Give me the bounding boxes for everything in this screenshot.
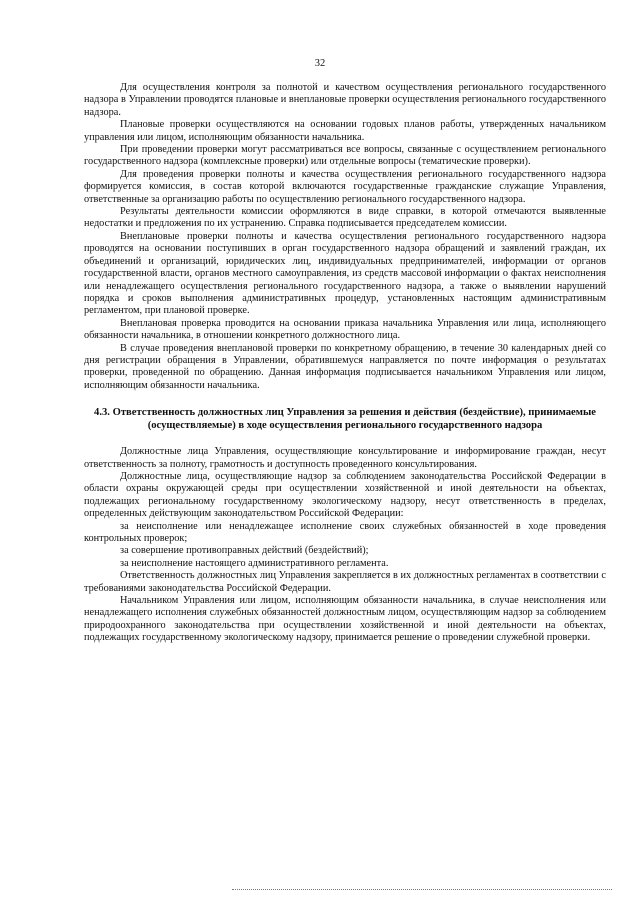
paragraph: При проведении проверки могут рассматриваться все вопросы, связанные с осуществлением регионального государственного надзора (комплексные проверки) или отдельные вопросы (тематические проверки). [84,144,606,168]
page-number: 32 [314,58,326,69]
document-body [84,82,606,645]
paragraph: Должностные лица Управления, осуществляющие консультирование и информирование граждан, несут ответственность за полноту, грамотность и доступность проведенного консультирования. [84,446,606,470]
paragraph: Должностные лица, осуществляющие надзор за соблюдением законодательства Российской Федерации в области охраны окружающей среды при осуществлении хозяйственной и иной деятельности на объектах, подлежащих региональному государственному экологическому надзору, несут ответственность в пределах, определенных действующим законодательством Российской Федерации: [84,470,606,520]
section-control-checks [84,82,606,392]
paragraph: Ответственность должностных лиц Управления закрепляется в их должностных регламентах в соответствии с требованиями законодательства Российской Федерации. [84,570,606,594]
paragraph: В случае проведения внеплановой проверки по конкретному обращению, в течение 30 календарных дней со дня регистрации обращения в Управлении, обратившемуся направляется по почте информация о результатах проверки, проведенной по обращению. Данная информация подписывается начальником Управления или лицом, исполняющим обязанности начальника. [84,342,606,391]
paragraph: Внеплановая проверка проводится на основании приказа начальника Управления или лица, исполняющего обязанности начальника, в отношении конкретного должностного лица. [84,317,606,342]
section-heading: 4.3. Ответственность должностных лиц Управления за решения и действия (бездействие), принимаемые (осуществляемые) в ходе осуществления регионального государственного надзора [94,407,596,432]
list-item: за неисполнение настоящего административного регламента. [120,557,389,569]
list-item: за совершение противоправных действий (бездействий); [120,545,369,557]
list-item: за неисполнение или ненадлежащее исполнение своих служебных обязанностей в ходе проведения контрольных проверок; [84,520,606,544]
scan-artifact-line [232,889,612,891]
paragraph: Для проведения проверки полноты и качества осуществления регионального государственного надзора формируется комиссия, в состав которой включаются государственные гражданские служащие Управления, ответственные за организацию работы по осуществлению регионального государственного надзора. [84,168,606,205]
paragraph: Плановые проверки осуществляются на основании годовых планов работы, утвержденных начальником управления или лицом, исполняющим обязанности начальника. [84,119,606,143]
paragraph: Для осуществления контроля за полнотой и качеством осуществления регионального государственного надзора в Управлении проводятся плановые и внеплановые проверки осуществления регионального государственного надзора. [84,82,606,118]
paragraph: Начальником Управления или лицом, исполняющим обязанности начальника, в случае неисполнения или ненадлежащего исполнения служебных обязанностей должностным лицом, осуществляющим надзор за соблюдением природоохранного законодательства при осуществлении хозяйственной и иной деятельности на объектах, подлежащих государственному экологическому надзору, принимается решение о проведении служебной проверки. [84,595,606,644]
paragraph: Внеплановые проверки полноты и качества осуществления регионального государственного надзора проводятся на основании поступивших в орган государственного надзора обращений и заявлений граждан, их объединений и организаций, юридических лиц, индивидуальных предпринимателей, информации от органов государственной власти, органов местного самоуправления, из средств массовой информации о фактах неисполнения или ненадлежащего осуществления регионального государственного надзора, а также о выявлении нарушений порядка и сроков выполнения административных процедур, установленных настоящим административным регламентом, при плановой проверке. [84,230,606,317]
paragraph: Результаты деятельности комиссии оформляются в виде справки, в которой отмечаются выявленные недостатки и предложения по их устранению. Справка подписывается председателем комиссии. [84,206,606,230]
section-responsibility [84,446,606,645]
